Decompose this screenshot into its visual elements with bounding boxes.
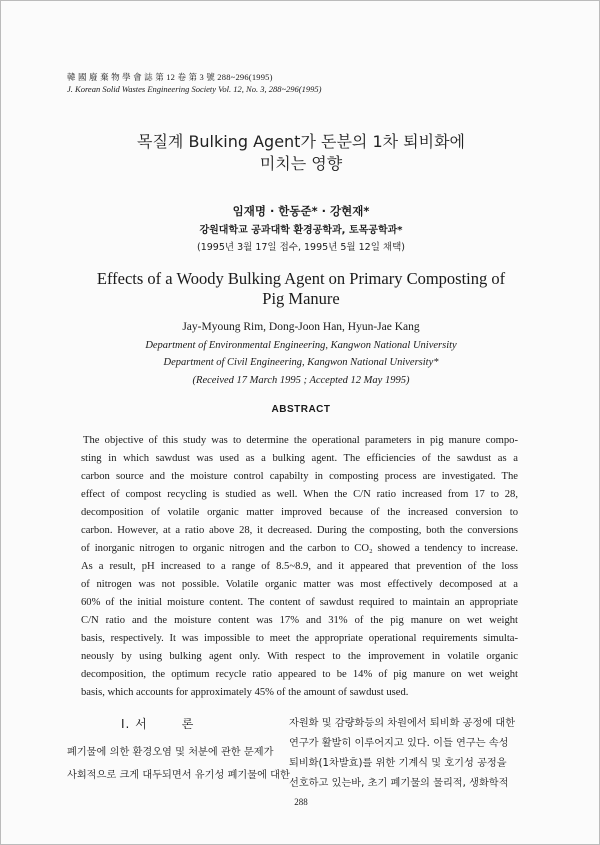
journal-header-english: J. Korean Solid Wastes Engineering Society Vol. 12, No. 3, 288~296(1995) — [67, 84, 322, 94]
abstract-line: of inorganic nitrogen to organic nitrogen and the carbon to CO₂ showed a tendency to increase. — [81, 543, 518, 554]
abstract-line: carbon. However, at a ratio above 28, it decreased. During the composting, both the conversions — [81, 525, 518, 536]
abstract-heading: ABSTRACT — [271, 404, 331, 415]
abstract-line: The objective of this study was to determine the operational parameters in pig manure compo- — [83, 435, 518, 446]
abstract-line: of nitrogen was not possible. Volatile organic matter was most effectively decomposed at a — [81, 579, 518, 590]
english-title-line2: Pig Manure — [262, 289, 340, 308]
korean-received-date: (1995년 3월 17일 접수, 1995년 5월 12일 채택) — [197, 242, 405, 253]
page-number: 288 — [294, 797, 308, 807]
abstract-line: 60% of the initial moisture content. The content of sawdust required to maintain an appropriate — [81, 597, 518, 608]
english-department-1: Department of Environmental Engineering, Kangwon National University — [145, 340, 457, 351]
section-heading-introduction — [121, 715, 194, 732]
abstract-line: decomposition of volatile organic matter improved because of the increased conversion to — [81, 507, 518, 518]
abstract-line: As a result, pH increased to a range of 8.5~8.9, and it appeared that prevention of the loss — [81, 561, 518, 572]
english-received-date: (Received 17 March 1995 ; Accepted 12 May 1995) — [192, 375, 410, 386]
english-department-2: Department of Civil Engineering, Kangwon National University* — [163, 357, 439, 368]
right-column-line: 퇴비화(1차발효)를 위한 기계식 및 호기성 공정을 — [289, 758, 507, 769]
left-column-line: 사회적으로 크게 대두되면서 유기성 폐기물에 대한 — [67, 770, 290, 781]
left-column-line: 폐기물에 의한 환경오염 및 처분에 관한 문제가 — [67, 747, 274, 758]
journal-header-korean: 韓 國 廢 棄 物 學 會 誌 第 12 卷 第 3 號 288~296(1995) — [67, 72, 273, 82]
section-number: I. 서 — [121, 717, 148, 731]
abstract-line: basis, respectively. It was impossible to meet the appropriate operational requirements simulta- — [81, 633, 518, 644]
right-column-line: 자원화 및 감량화등의 차원에서 퇴비화 공정에 대한 — [289, 718, 516, 729]
right-column-line: 선호하고 있는바, 초기 폐기물의 물리적, 생화학적 — [289, 778, 509, 789]
right-column-line: 연구가 활발히 이루어지고 있다. 이들 연구는 속성 — [289, 738, 509, 749]
abstract-line: neously by using bulking agent only. With respect to the improvement in volatile organic — [81, 651, 518, 662]
abstract-line: sting in which sawdust was used as a bulking agent. The efficiencies of the sawdust as a — [81, 453, 518, 464]
english-title-line1: Effects of a Woody Bulking Agent on Primary Composting of — [96, 269, 506, 288]
english-authors: Jay-Myoung Rim, Dong-Joon Han, Hyun-Jae Kang — [182, 321, 420, 333]
korean-authors: 임재명 · 한동준* · 강현재* — [232, 204, 370, 218]
abstract-line: C/N ratio and the moisture content was 17% and 31% of the pig manure on wet weight — [81, 615, 518, 626]
abstract-line: basis, which accounts for approximately 45% of the amount of sawdust used. — [81, 687, 409, 698]
section-title: 론 — [181, 717, 195, 731]
abstract-line: effect of compost recycling is studied as well. When the C/N ratio increased from 17 to 28, — [81, 489, 518, 500]
korean-title-line1: 목질계 Bulking Agent가 돈분의 1차 퇴비화에 — [136, 132, 465, 151]
korean-affiliation: 강원대학교 공과대학 환경공학과, 토목공학과* — [199, 225, 403, 236]
abstract-line: decomposition, the optimum recycle ratio appeared to be 14% of pig manure on wet weight — [81, 669, 518, 680]
korean-title-line2: 미치는 영향 — [259, 154, 343, 173]
abstract-line: carbon source and the moisture control capabilty in composting process are investigated. The — [81, 471, 518, 482]
